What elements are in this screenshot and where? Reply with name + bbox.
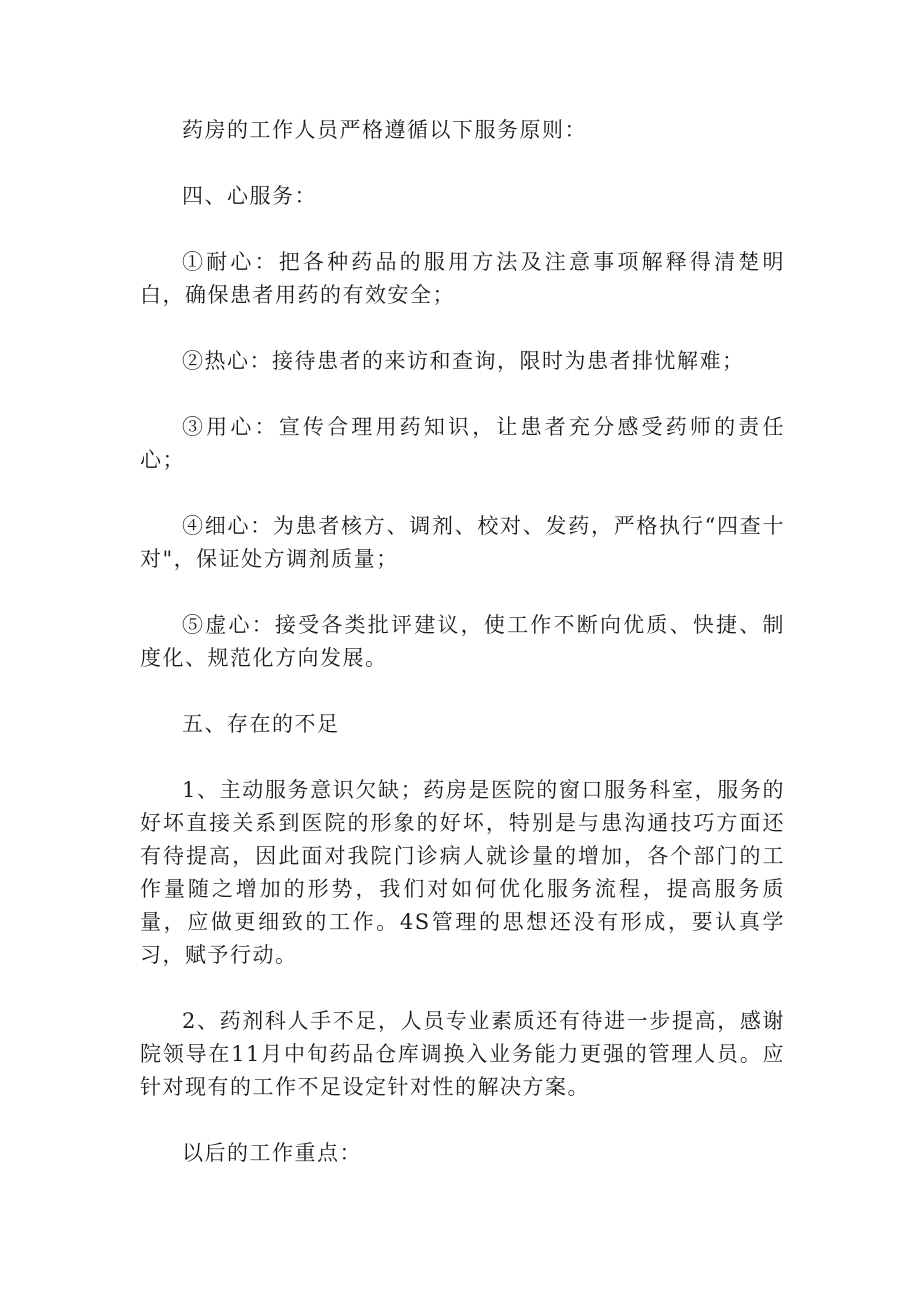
paragraph-future-focus: 以后的工作重点：: [182, 1141, 362, 1165]
section-heading-four: 四、心服务：: [182, 184, 317, 208]
section-heading-five: 五、存在的不足: [182, 712, 340, 736]
paragraph-patience: ①耐心：把各种药品的服用方法及注意事项解释得清楚明白，确保患者用药的有效安全；: [140, 250, 785, 307]
paragraph-warmth: ②热心：接待患者的来访和查询，限时为患者排忧解难；: [182, 349, 745, 373]
document-body: [140, 114, 785, 1203]
paragraph-shortcoming-2: 2、药剂科人手不足，人员专业素质还有待进一步提高，感谢院领导在11月中旬药品仓库调换入业务能力更强的管理人员。应针对现有的工作不足设定针对性的解决方案。: [140, 1009, 785, 1099]
paragraph-principles-intro: 药房的工作人员严格遵循以下服务原则：: [182, 118, 587, 142]
paragraph-diligence: ③用心：宣传合理用药知识，让患者充分感受药师的责任心；: [140, 415, 785, 472]
paragraph-modesty: ⑤虚心：接受各类批评建议，使工作不断向优质、快捷、制度化、规范化方向发展。: [140, 613, 785, 670]
paragraph-care: ④细心：为患者核方、调剂、校对、发药，严格执行“四查十对"，保证处方调剂质量；: [140, 514, 785, 571]
paragraph-shortcoming-1: 1、主动服务意识欠缺；药房是医院的窗口服务科室，服务的好坏直接关系到医院的形象的好坏，特别是与患沟通技巧方面还有待提高，因此面对我院门诊病人就诊量的增加，各个部门的工作量随之增加的形势，我们对如何优化服务流程，提高服务质量，应做更细致的工作。4S管理的思想还没有形成，要认真学习，赋予行动。: [140, 778, 785, 967]
